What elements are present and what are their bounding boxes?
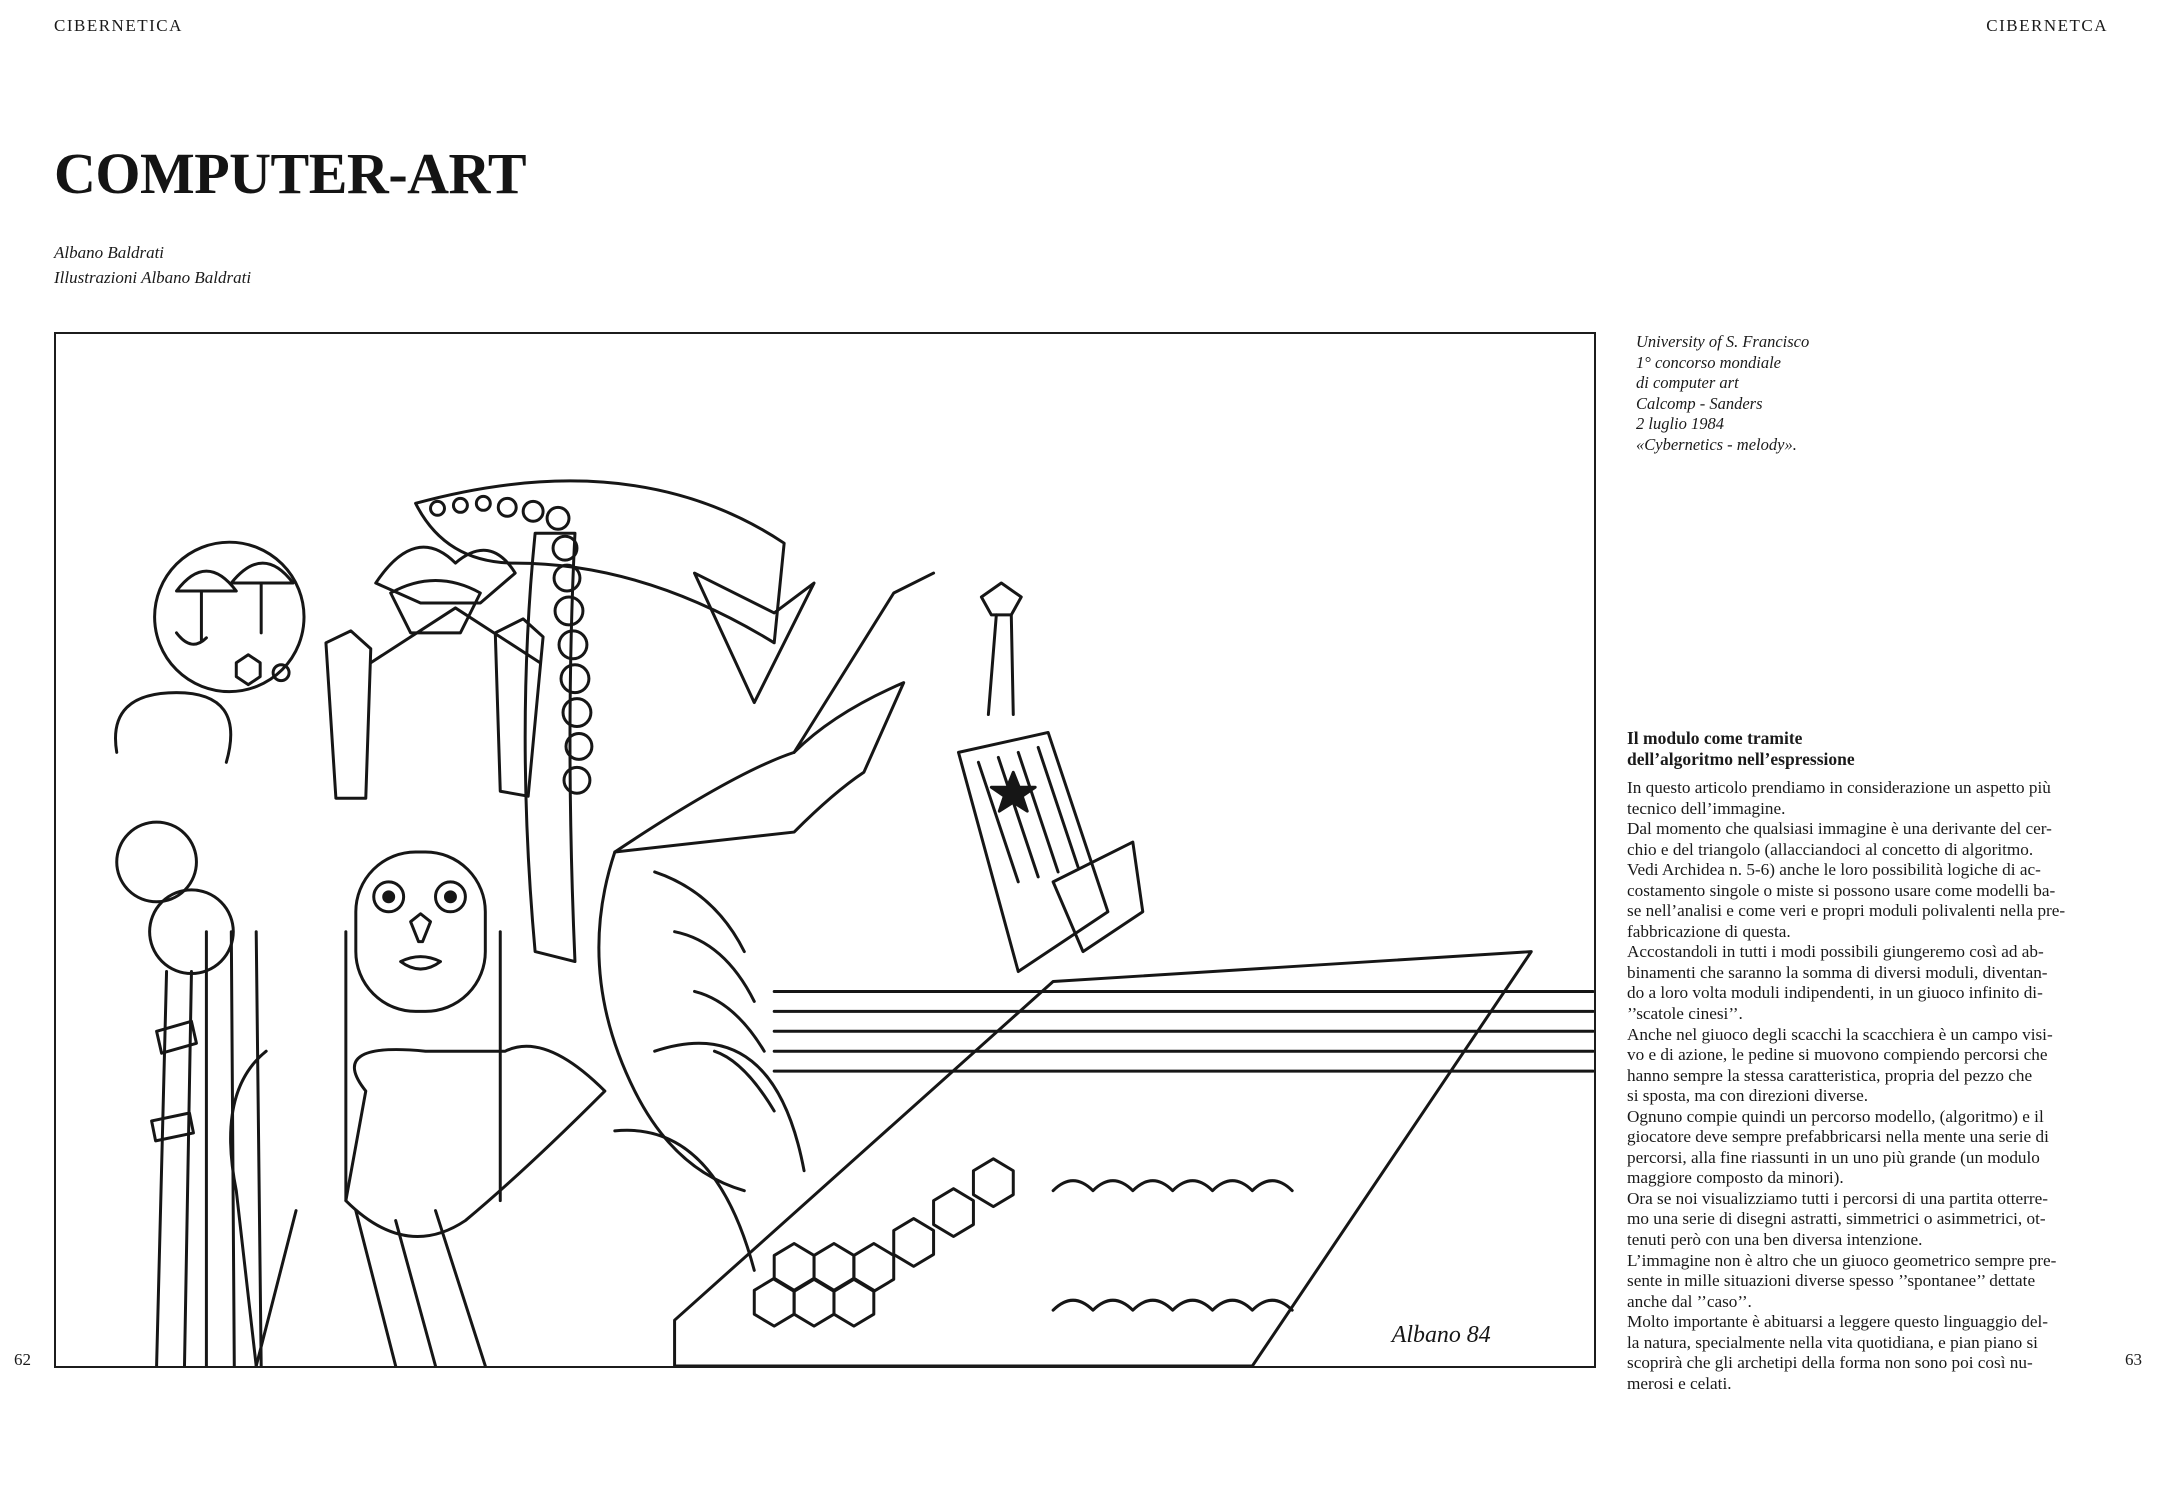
line-art-illustration bbox=[56, 334, 1594, 1366]
caption-line: 1° concorso mondiale bbox=[1636, 352, 1781, 372]
caption-line: di computer art bbox=[1636, 373, 1739, 392]
body-line: maggiore composto da minori). bbox=[1627, 1168, 1844, 1188]
body-line: hanno sempre la stessa caratteristica, propria del pezzo che bbox=[1627, 1065, 2033, 1085]
body-line: L’immagine non è altro che un giuoco geometrico sempre pre- bbox=[1627, 1250, 2057, 1270]
body-line: binamenti che saranno la somma di diversi moduli, diventan- bbox=[1627, 962, 2048, 982]
body-line: merosi e celati. bbox=[1627, 1373, 1732, 1393]
body-line: Ognuno compie quindi un percorso modello, (algoritmo) e il bbox=[1627, 1106, 2044, 1126]
illustration-caption bbox=[1636, 332, 1809, 455]
crowned-figure bbox=[231, 547, 605, 1366]
article-title: COMPUTER-ART bbox=[54, 141, 527, 206]
winged-figure bbox=[599, 573, 934, 1270]
body-line: ’’scatole cinesi’’. bbox=[1627, 1004, 1743, 1024]
body-line: Molto importante è abituarsi a leggere questo linguaggio del- bbox=[1627, 1312, 2048, 1332]
article-body bbox=[1627, 778, 2123, 1394]
body-line: anche dal ’’caso’’. bbox=[1627, 1291, 1752, 1311]
body-line: Anche nel giuoco degli scacchi la scacchiera è un campo visi- bbox=[1627, 1024, 2053, 1044]
body-line: In questo articolo prendiamo in considerazione un aspetto più bbox=[1627, 778, 2051, 797]
body-line: Vedi Archidea n. 5-6) anche le loro possibilità logiche di ac- bbox=[1627, 860, 2041, 880]
body-line: sente in mille situazioni diverse spesso ’’spontanee’’ dettate bbox=[1627, 1271, 2036, 1291]
horizon-lines bbox=[774, 991, 1593, 1310]
caption-line: University of S. Francisco bbox=[1636, 332, 1810, 351]
illustrations-credit: Illustrazioni Albano Baldrati bbox=[54, 268, 252, 287]
subheading-line: dell’algoritmo nell’espressione bbox=[1627, 749, 1855, 769]
running-head-left: CIBERNETICA bbox=[54, 16, 183, 35]
page-number-right: 63 bbox=[2125, 1350, 2142, 1369]
running-head-right: CIBERNETCA bbox=[1986, 16, 2108, 35]
body-line: giocatore deve sempre prefabbricarsi nella mente una serie di bbox=[1627, 1127, 2049, 1147]
moon-medallion bbox=[155, 542, 304, 691]
body-line: chio e del triangolo (allacciandoci al concetto di algoritmo. bbox=[1627, 839, 2034, 859]
caption-line: «Cybernetics - melody». bbox=[1636, 434, 1797, 454]
body-line: Ora se noi visualizziamo tutti i percorsi di una partita otterre- bbox=[1627, 1188, 2048, 1208]
body-line: se nell’analisi e come veri e propri moduli polivalenti nella pre- bbox=[1627, 901, 2066, 921]
liberty-tower bbox=[958, 583, 1142, 971]
body-line: do a loro volta moduli indipendenti, in un giuoco infinito di- bbox=[1627, 983, 2043, 1003]
body-line: mo una serie di disegni astratti, simmetrici o asimmetrici, ot- bbox=[1627, 1209, 2046, 1229]
body-line: si sposta, ma con direzioni diverse. bbox=[1627, 1086, 1869, 1106]
body-line: vo e di azione, le pedine si muovono compiendo percorsi che bbox=[1627, 1045, 2048, 1065]
body-line: la natura, specialmente nella vita quotidiana, e pian piano si bbox=[1627, 1332, 2038, 1352]
harp bbox=[116, 693, 262, 1366]
artist-signature: Albano 84 bbox=[1391, 1322, 1491, 1349]
caption-line: 2 luglio 1984 bbox=[1636, 414, 1725, 433]
page-number-left: 62 bbox=[14, 1350, 31, 1369]
subheading-line: Il modulo come tramite bbox=[1627, 728, 1803, 748]
body-line: tenuti però con una ben diversa intenzione. bbox=[1627, 1230, 1923, 1250]
author-byline: Albano Baldrati bbox=[54, 243, 165, 262]
caption-line: Calcomp - Sanders bbox=[1636, 393, 1763, 413]
body-line: fabbricazione di questa. bbox=[1627, 921, 1791, 941]
body-line: percorsi, alla fine riassunti in un uno più grande (un modulo bbox=[1627, 1147, 2040, 1167]
body-line: tecnico dell’immagine. bbox=[1627, 798, 1786, 818]
body-line: scoprirà che gli archetipi della forma non sono poi così nu- bbox=[1627, 1353, 2033, 1373]
body-line: Accostandoli in tutti i modi possibili giungeremo così ad ab- bbox=[1627, 942, 2044, 962]
body-line: costamento singole o miste si possono usare come modelli ba- bbox=[1627, 880, 2056, 900]
illustration-frame bbox=[54, 332, 1596, 1368]
article-subheading bbox=[1627, 728, 1855, 770]
body-line: Dal momento che qualsiasi immagine è una derivante del cer- bbox=[1627, 819, 2052, 839]
